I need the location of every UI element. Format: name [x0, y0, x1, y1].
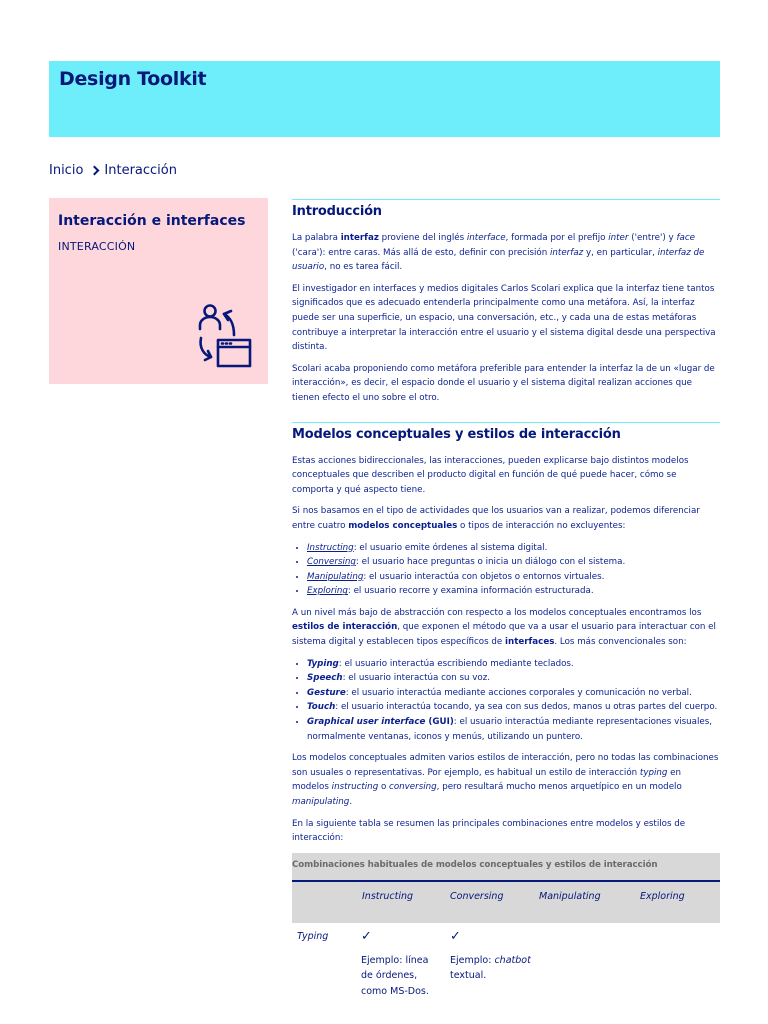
models-paragraph-4: Los modelos conceptuales admiten varios estilos de interacción, pero no todas las combinaciones son usuales o representativas. Por ejemplo, es habitual un estilo de interacción typing en modelos instructing o conversing, pero resultará mucho menos arquetípico en un modelo manipulating.: [292, 753, 719, 807]
list-item: • Gesture: el usuario interactúa mediante acciones corporales y comunicación no verbal.: [307, 686, 720, 701]
models-paragraph-1: Estas acciones bidireccionales, las interacciones, pueden explicarse bajo distintos modelos conceptuales que describen el producto digital en función de qué puede hacer, cómo se comporta y qué aspecto tiene.: [292, 455, 689, 495]
main-content: [292, 199, 720, 1024]
user-interface-interaction-icon: [193, 302, 255, 372]
list-item: • Speech: el usuario interactúa con su voz.: [307, 671, 720, 686]
section-divider: [292, 199, 720, 200]
column-header: Instructing: [362, 890, 414, 902]
models-paragraph-3: A un nivel más bajo de abstracción con respecto a los modelos conceptuales encontramos los estilos de interacción, que exponen el método que va a usar el usuario para interactuar con el sistema digital y establecen tipos específicos de interfaces. Los más convencionales son:: [292, 607, 716, 648]
models-heading: Modelos conceptuales y estilos de interacción: [292, 426, 621, 442]
interaction-styles-list: [307, 657, 720, 745]
site-title[interactable]: Design Toolkit: [59, 68, 207, 90]
section-divider: [292, 422, 720, 423]
models-paragraph-5: En la siguiente tabla se resumen las principales combinaciones entre modelos y estilos de interacción:: [292, 818, 686, 844]
table-row: [292, 923, 720, 1024]
intro-paragraph-3: Scolari acaba proponiendo como metáfora preferible para entender la interfaz la de un «lugar de interacción», es decir, el espacio donde el usuario y el sistema digital realizan acciones que tienen efecto el uno sobre el otro.: [292, 363, 715, 403]
topic-card-category: INTERACCIÓN: [58, 240, 136, 253]
list-item: • Graphical user interface (GUI): el usuario interactúa mediante representaciones visuales, normalmente ventanas, iconos y menús, utilizando un puntero.: [307, 715, 720, 744]
table-cell: Ejemplo: línea de órdenes, como MS-Dos.: [361, 954, 429, 997]
column-header: Exploring: [640, 890, 685, 902]
intro-paragraph-2: El investigador en interfaces y medios digitales Carlos Scolari explica que la interfaz tiene tantos significados que es adecuado entenderla principalmente como una metáfora. Así, la interfaz puede ser una superficie, un espacio, una conversación, etc., y cada una de estas metáforas contribuye a interpretar la interacción entre el usuario y el sistema digital desde una perspectiva distinta.: [292, 283, 716, 353]
list-item: • Exploring: el usuario recorre y examina información estructurada.: [307, 584, 720, 599]
models-paragraph-2: Si nos basamos en el tipo de actividades que los usuarios van a realizar, podemos diferenciar entre cuatro modelos conceptuales o tipos de interacción no excluyentes:: [292, 506, 700, 531]
term-link[interactable]: Manipulating: [307, 571, 364, 582]
topic-card: [49, 198, 268, 384]
row-header: Typing: [297, 930, 329, 942]
table-cell: Ejemplo: chatbot textual.: [450, 954, 531, 982]
breadcrumb-home-link[interactable]: Inicio: [49, 163, 84, 178]
breadcrumb-current[interactable]: Interacción: [104, 163, 177, 178]
breadcrumb: [49, 163, 177, 178]
column-header: Conversing: [450, 890, 504, 902]
checkmark-icon: ✓: [450, 928, 461, 944]
checkmark-icon: ✓: [361, 928, 372, 944]
term-link[interactable]: Conversing: [307, 557, 356, 568]
column-header: Manipulating: [539, 890, 601, 902]
site-header: [49, 61, 720, 137]
list-item: • Manipulating: el usuario interactúa con objetos o entornos virtuales.: [307, 570, 720, 585]
intro-paragraph-1: La palabra interfaz proviene del inglés interface, formada por el prefijo inter ('entre') y face ('cara'): entre caras. Más allá de esto, definir con precisión interfaz y, en particular, interfaz de usuario, no es tarea fácil.: [292, 233, 705, 273]
intro-heading: Introducción: [292, 204, 382, 219]
list-item: • Touch: el usuario interactúa tocando, ya sea con sus dedos, manos u otras partes del cuerpo.: [307, 700, 720, 715]
conceptual-models-list: [307, 541, 720, 599]
chevron-right-icon: [90, 166, 100, 176]
table-caption: Combinaciones habituales de modelos conceptuales y estilos de interacción: [292, 853, 720, 880]
list-item: • Conversing: el usuario hace preguntas o inicia un diálogo con el sistema.: [307, 555, 720, 570]
term-link[interactable]: Instructing: [307, 542, 354, 553]
table-header-row: [292, 880, 720, 923]
topic-card-title: Interacción e interfaces: [58, 213, 246, 229]
term-link[interactable]: Exploring: [307, 586, 348, 597]
list-item: • Typing: el usuario interactúa escribiendo mediante teclados.: [307, 657, 720, 672]
list-item: • Instructing: el usuario emite órdenes al sistema digital.: [307, 541, 720, 556]
